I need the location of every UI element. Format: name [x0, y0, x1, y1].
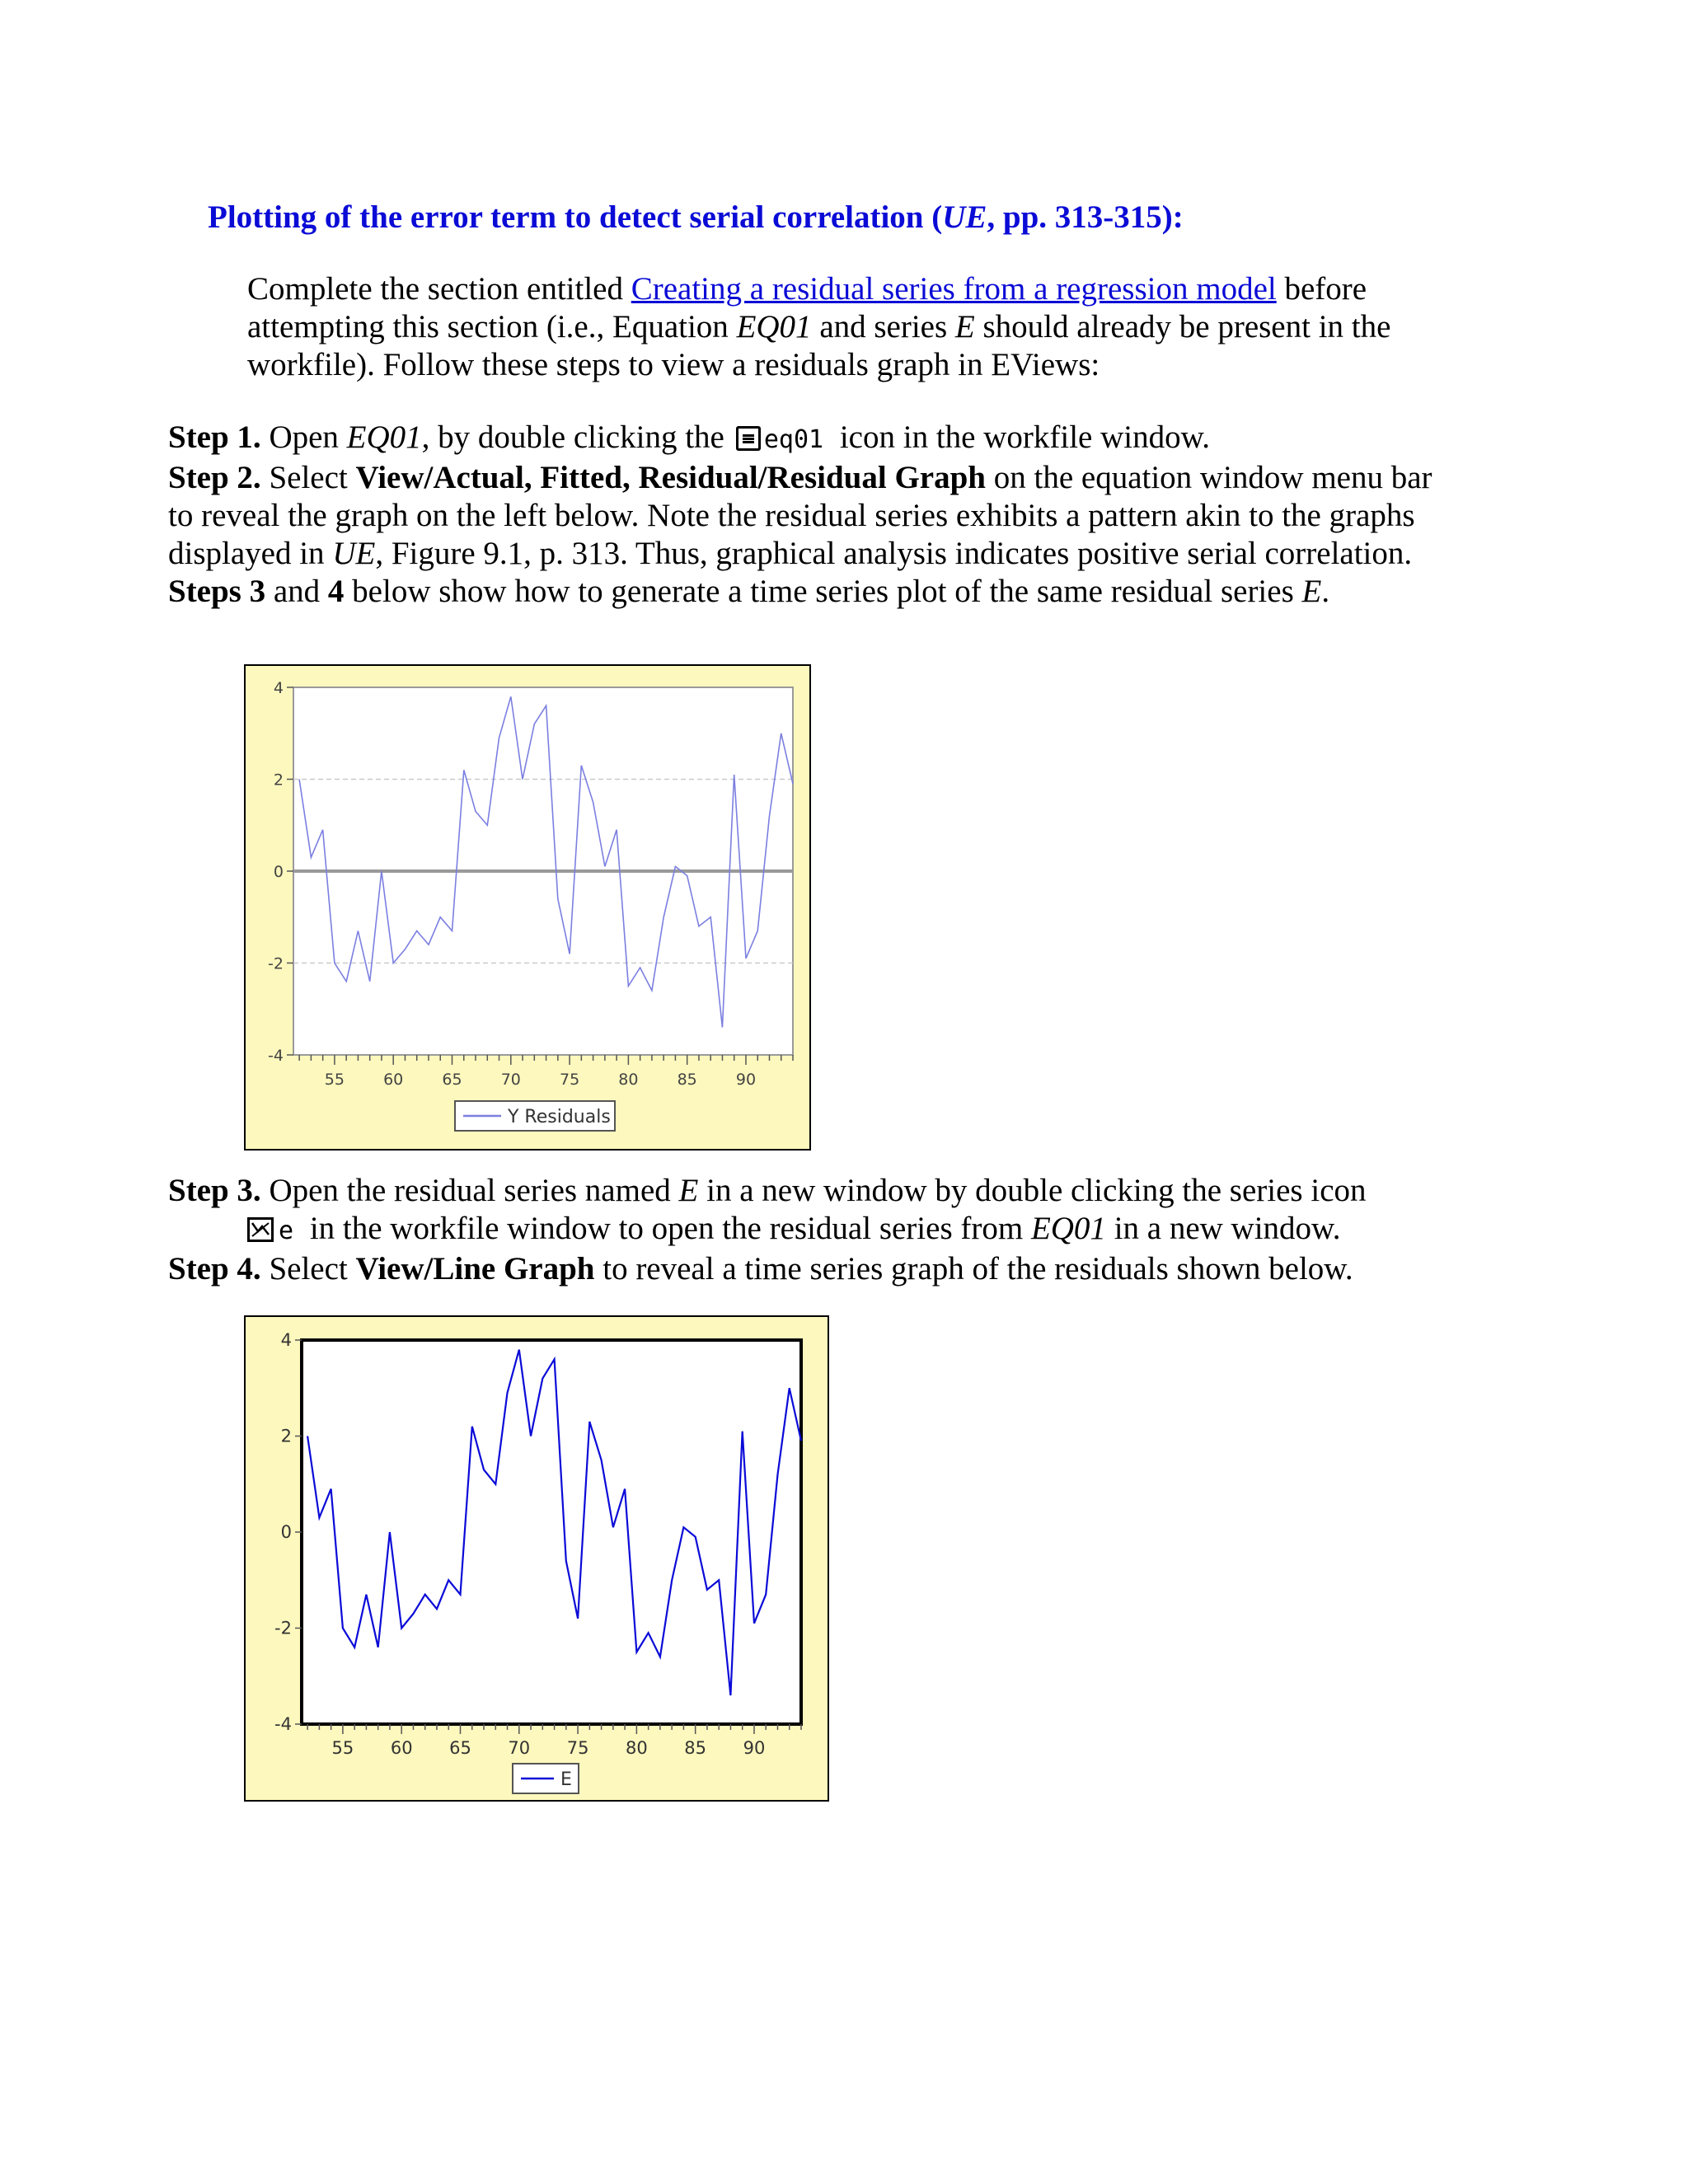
page-heading — [208, 194, 1184, 241]
step-text: in a new window by double clicking the series icon — [698, 1173, 1367, 1208]
y-tick-label: 2 — [280, 1426, 292, 1446]
step-ref: Steps 3 — [168, 574, 266, 609]
x-tick-label: 60 — [390, 1738, 413, 1758]
step-text: . — [1321, 574, 1330, 609]
x-tick-label: 80 — [618, 1071, 639, 1089]
intro-paragraph — [247, 270, 1467, 384]
step-text: Select — [260, 460, 356, 495]
x-tick-label: 75 — [559, 1071, 580, 1089]
y-tick-label: -2 — [274, 1618, 292, 1638]
step-1 — [168, 419, 1454, 459]
step-4 — [168, 1250, 1454, 1288]
x-tick-label: 70 — [508, 1738, 531, 1758]
step-text: in a new window. — [1105, 1211, 1341, 1246]
x-tick-label: 55 — [331, 1738, 354, 1758]
intro-text: before attempting this section (i.e., Equation — [247, 271, 1367, 344]
line-graph — [244, 1315, 829, 1802]
step-series: E — [678, 1173, 699, 1208]
step-text: , by double clicking the — [421, 419, 724, 455]
x-tick-label: 65 — [449, 1738, 471, 1758]
intro-series: E — [954, 309, 975, 344]
heading-ue: UE — [942, 199, 987, 235]
intro-eq: EQ01 — [736, 309, 812, 344]
step-text: below show how to generate a time series plot of the same residual series — [344, 574, 1302, 609]
y-tick-label: 2 — [273, 771, 284, 790]
residual-series-link[interactable]: Creating a residual series from a regression model — [631, 271, 1277, 307]
step-label: Step 3. — [168, 1173, 261, 1208]
legend-label: E — [560, 1769, 572, 1790]
series-icon[interactable] — [247, 1217, 274, 1242]
equation-icon[interactable] — [736, 426, 761, 451]
step-text: and — [265, 574, 328, 609]
step-eq: EQ01 — [346, 419, 422, 455]
step-label: Step 1. — [168, 419, 261, 455]
step-ue: UE — [332, 536, 376, 571]
plot-area — [302, 1340, 801, 1724]
step-text: , Figure 9.1, p. 313. Thus, graphical analysis indicates positive serial correlation. — [375, 536, 1413, 571]
line-graph-svg — [246, 1317, 828, 1800]
x-tick-label: 85 — [677, 1071, 697, 1089]
step-text: in the workfile window to open the residual series from — [302, 1211, 1031, 1246]
step-3 — [168, 1172, 1454, 1250]
y-tick-label: 4 — [273, 679, 284, 697]
residual-graph — [244, 664, 811, 1151]
intro-text: and series — [811, 309, 955, 344]
y-tick-label: -4 — [268, 1047, 284, 1065]
x-tick-label: 90 — [743, 1738, 766, 1758]
x-tick-label: 70 — [500, 1071, 521, 1089]
series-icon-label[interactable]: e — [279, 1216, 294, 1245]
step-text: Open — [260, 419, 347, 455]
x-tick-label: 80 — [626, 1738, 648, 1758]
heading-text: Plotting of the error term to detect serial correlation ( — [208, 199, 943, 235]
residual-graph-svg — [246, 666, 809, 1149]
y-tick-label: 0 — [280, 1522, 292, 1542]
step-ref: 4 — [327, 574, 345, 609]
step-text: to reveal a time series graph of the residuals shown below. — [594, 1251, 1353, 1286]
x-tick-label: 55 — [324, 1071, 345, 1089]
menu-path: View/Line Graph — [355, 1251, 595, 1286]
step-label: Step 2. — [168, 460, 261, 495]
equation-icon-label[interactable]: eq01 — [763, 425, 824, 454]
legend-label: Y Residuals — [508, 1107, 611, 1127]
step-text: icon in the workfile window. — [832, 419, 1210, 455]
step-2 — [168, 459, 1454, 611]
x-tick-label: 75 — [566, 1738, 589, 1758]
step-text: Open the residual series named — [260, 1173, 679, 1208]
step-text: Select — [260, 1251, 356, 1286]
y-tick-label: -4 — [274, 1714, 292, 1734]
step-label: Step 4. — [168, 1251, 261, 1286]
step-text: on the equation window menu bar to reveal the graph on the left below. Note the residual series exhibits a pattern akin to the graphs displayed in — [168, 460, 1432, 571]
y-tick-label: -2 — [268, 954, 284, 973]
steps-3-4 — [168, 1172, 1454, 1288]
x-tick-label: 90 — [735, 1071, 757, 1089]
x-tick-label: 65 — [442, 1071, 462, 1089]
step-eq: EQ01 — [1030, 1211, 1106, 1246]
y-tick-label: 0 — [273, 863, 284, 881]
y-tick-label: 4 — [280, 1330, 292, 1350]
menu-path: View/Actual, Fitted, Residual/Residual Graph — [355, 460, 986, 495]
intro-text: should already be present in the workfile). Follow these steps to view a residuals graph in EViews: — [247, 309, 1391, 382]
steps-1-2 — [168, 419, 1454, 611]
x-tick-label: 60 — [383, 1071, 404, 1089]
step-series: E — [1301, 574, 1322, 609]
intro-text: Complete the section entitled — [247, 271, 631, 307]
x-tick-label: 85 — [684, 1738, 707, 1758]
heading-pages: , pp. 313-315): — [987, 199, 1184, 235]
